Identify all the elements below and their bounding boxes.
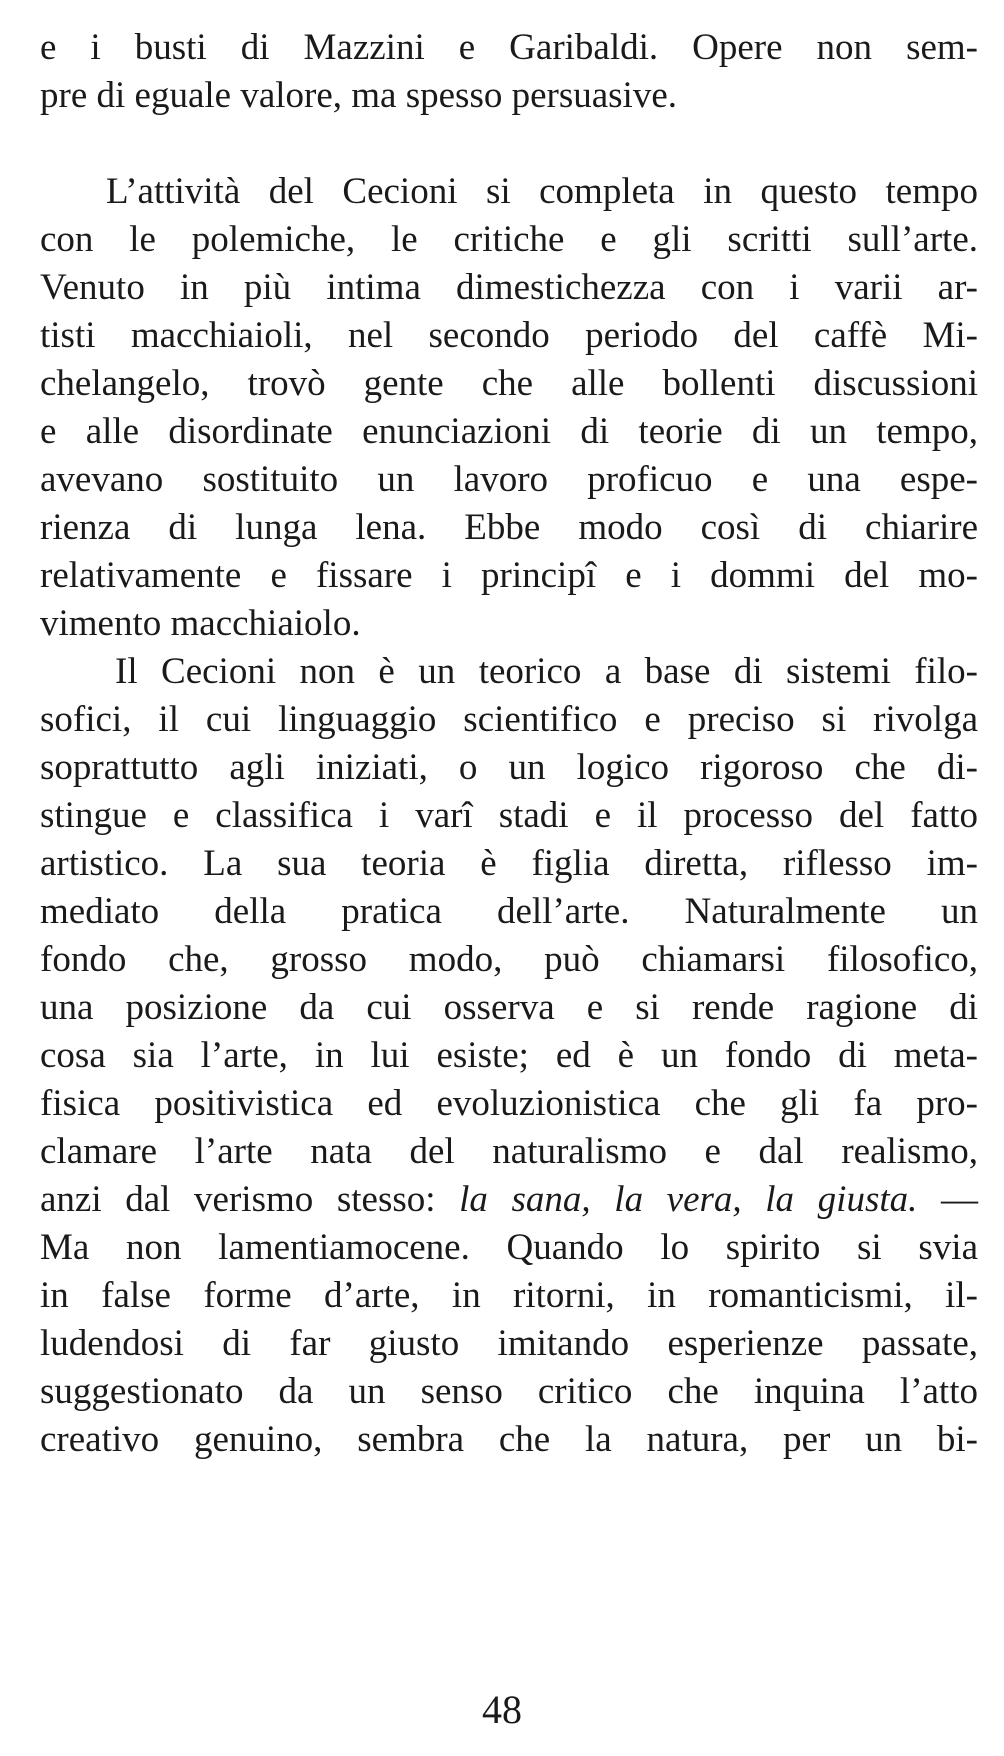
text-line: stingue e classifica i varî stadi e il processo del fatto bbox=[40, 795, 978, 836]
text-line: e i busti di Mazzini e Garibaldi. Opere non sem- bbox=[40, 27, 978, 68]
text-segment: anzi dal verismo stesso: bbox=[40, 1179, 436, 1220]
text-line-with-quote bbox=[40, 1174, 978, 1226]
text-line: in false forme d’arte, in ritorni, in romanticismi, il- bbox=[40, 1275, 978, 1316]
text-line: fondo che, grosso modo, può chiamarsi filosofico, bbox=[40, 939, 978, 980]
text-line: e alle disordinate enunciazioni di teorie di un tempo, bbox=[40, 411, 978, 452]
text-line: vimento macchiaiolo. bbox=[40, 603, 361, 644]
text-line: clamare l’arte nata del naturalismo e dal realismo, bbox=[40, 1131, 978, 1172]
text-line: creativo genuino, sembra che la natura, per un bi- bbox=[40, 1419, 978, 1460]
text-line: Ma non lamentiamocene. Quando lo spirito si svia bbox=[40, 1227, 978, 1268]
text-line: sofici, il cui linguaggio scientifico e preciso si rivolga bbox=[40, 699, 978, 740]
text-line: rienza di lunga lena. Ebbe modo così di chiarire bbox=[40, 507, 978, 548]
italic-quote: la sana, la vera, la giusta. bbox=[459, 1179, 918, 1220]
text-line: una posizione da cui osserva e si rende ragione di bbox=[40, 987, 978, 1028]
text-line: soprattutto agli iniziati, o un logico rigoroso che di- bbox=[40, 747, 978, 788]
text-line: avevano sostituito un lavoro proficuo e una espe- bbox=[40, 459, 978, 500]
text-line: con le polemiche, le critiche e gli scritti sull’arte. bbox=[40, 219, 978, 260]
text-line: mediato della pratica dell’arte. Naturalmente un bbox=[40, 891, 978, 932]
em-dash: — bbox=[940, 1179, 978, 1220]
paragraph-first-line: Il Cecioni non è un teorico a base di sistemi filo- bbox=[115, 651, 978, 692]
page-number: 48 bbox=[482, 1687, 522, 1732]
text-line: fisica positivistica ed evoluzionistica che gli fa pro- bbox=[40, 1083, 978, 1124]
text-line: suggestionato da un senso critico che inquina l’atto bbox=[40, 1371, 978, 1412]
text-line: Venuto in più intima dimestichezza con i varii ar- bbox=[40, 267, 978, 308]
paragraph-first-line: L’attività del Cecioni si completa in questo tempo bbox=[106, 171, 978, 212]
text-line: artistico. La sua teoria è figlia diretta, riflesso im- bbox=[40, 843, 978, 884]
text-line: tisti macchiaioli, nel secondo periodo del caffè Mi- bbox=[40, 315, 978, 356]
text-line: chelangelo, trovò gente che alle bollenti discussioni bbox=[40, 363, 978, 404]
text-line: relativamente e fissare i principî e i dommi del mo- bbox=[40, 555, 978, 596]
text-line: ludendosi di far giusto imitando esperienze passate, bbox=[40, 1323, 978, 1364]
text-line: cosa sia l’arte, in lui esiste; ed è un fondo di meta- bbox=[40, 1035, 978, 1076]
text-line: pre di eguale valore, ma spesso persuasive. bbox=[40, 75, 678, 116]
